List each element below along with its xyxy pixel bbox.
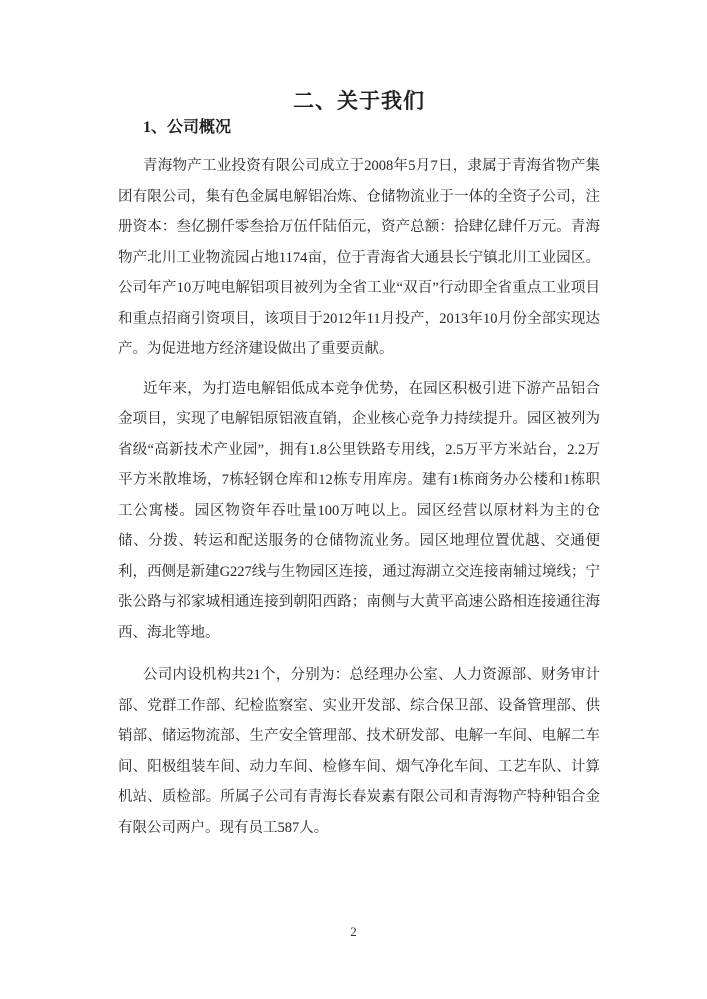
paragraph-company-intro: 青海物产工业投资有限公司成立于2008年5月7日，隶属于青海省物产集团有限公司，集有色金属电解铝冶炼、仓储物流业于一体的全资子公司，注册资本：叁亿捌仟零叁拾万伍仟陆佰元，资产总额：拾肆亿肆仟万元。青海物产北川工业物流园占地1174亩，位于青海省大通县长宁镇北川工业园区。公司年产10万吨电解铝项目被列为全省工业“双百”行动即全省重点工业项目和重点招商引资项目，该项目于2012年11月投产，2013年10月份全部实现达产。为促进地方经济建设做出了重要贡献。 — [118, 158, 600, 357]
paragraph-park-facilities: 近年来，为打造电解铝低成本竞争优势，在园区积极引进下游产品铝合金项目，实现了电解铝原铝液直销，企业核心竞争力持续提升。园区被列为省级“高新技术产业园”，拥有1.8公里铁路专用线，2.5万平方米站台，2.2万平方米散堆场，7栋轻钢仓库和12栋专用库房。建有1栋商务办公楼和1栋职工公寓楼。园区物资年吞吐量100万吨以上。园区经营以原材料为主的仓储、分拨、转运和配送服务的仓储物流业务。园区地理位置优越、交通便利，西侧是新建G227线与生物园区连接，通过海湖立交连接南辅过境线；宁张公路与祁家城相通连接到朝阳西路；南侧与大黄平高速公路相连接通往海西、海北等地。 — [118, 380, 600, 641]
paragraph-org-structure: 公司内设机构共21个，分别为：总经理办公室、人力资源部、财务审计部、党群工作部、纪检监察室、实业开发部、综合保卫部、设备管理部、供销部、储运物流部、生产安全管理部、技术研发部、电解一车间、电解二车间、阳极组装车间、动力车间、检修车间、烟气净化车间、工艺车队、计算机站、质检部。所属子公司有青海长春炭素有限公司和青海物产特种铝合金有限公司两户。现有员工587人。 — [118, 667, 600, 836]
page-title: 二、关于我们 — [293, 90, 425, 113]
page-number: 2 — [350, 924, 357, 939]
section-heading: 1、公司概况 — [143, 119, 232, 136]
document-content — [118, 90, 600, 843]
